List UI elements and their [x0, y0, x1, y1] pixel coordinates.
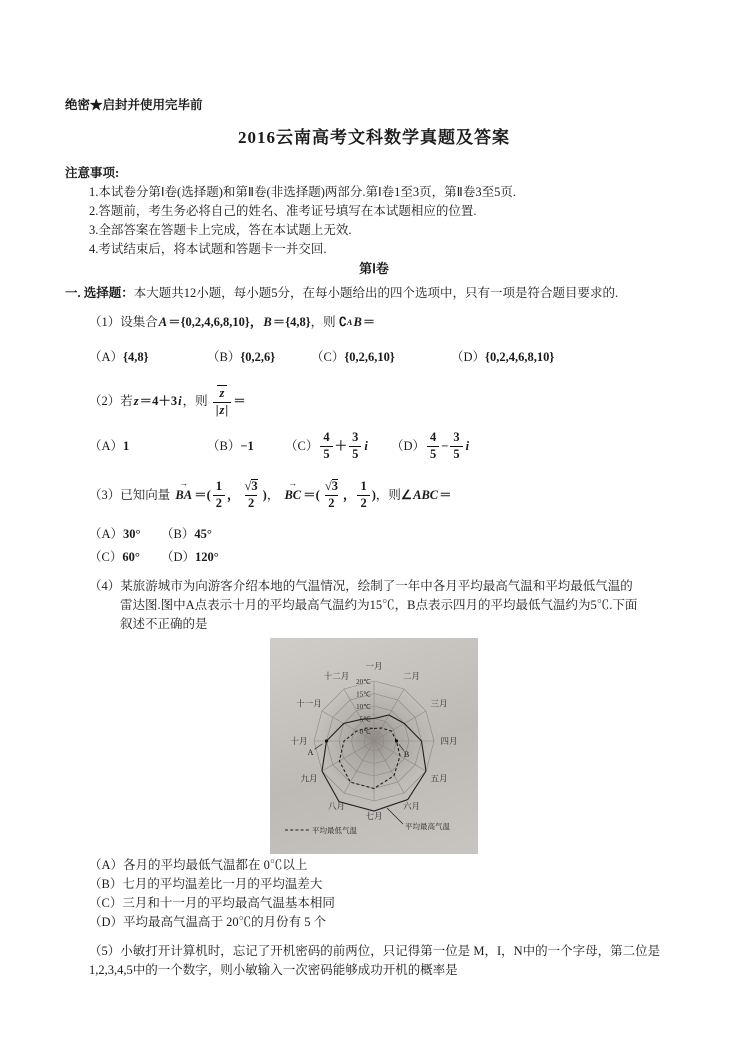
q5-stem-line-1: （5）小敏打开计算机时，忘记了开机密码的前两位，只记得第一位是 M，I，N中的一个字母，第二位是	[89, 944, 661, 958]
radar-series-dashed	[339, 728, 400, 789]
note-item-4: 4.考试结束后，将本试题和答题卡一并交回.	[89, 242, 327, 256]
note-item-2: 2.答题前，考生务必将自己的姓名、准考证号填写在本试题相应的位置.	[89, 204, 477, 218]
q1-option-c	[311, 348, 451, 367]
math-token: B	[353, 315, 362, 329]
math-token: ，	[227, 487, 240, 502]
radar-tick-label: 0℃	[359, 728, 371, 736]
radar-point-A	[325, 739, 328, 742]
math-fraction	[450, 431, 462, 462]
legend-max-label: 平均最高气温	[405, 822, 450, 831]
q4-option-a: （A）各月的平均最低气温都在 0℃以上	[89, 858, 308, 872]
radar-month-label: 十一月	[296, 698, 322, 709]
math-token: ＝	[439, 487, 452, 502]
q4-stem-line-2: 雷达图.图中A点表示十月的平均最高气温约为15℃，B点表示四月的平均最低气温约为5℃.下面	[120, 598, 638, 612]
math-token: A	[158, 315, 168, 329]
q1-option-d	[451, 348, 554, 367]
math-token: 2	[360, 495, 367, 510]
math-token: （C）	[285, 438, 319, 453]
q2-option-a	[89, 437, 207, 456]
question-2-stem	[89, 383, 683, 419]
question-2-options	[89, 429, 683, 463]
radar-spoke	[374, 711, 426, 741]
math-token: )	[262, 487, 267, 502]
math-token: {4,8}	[123, 350, 149, 364]
math-token: 2	[247, 496, 255, 510]
math-token: 1	[215, 478, 222, 493]
radar-figure	[65, 638, 683, 854]
radar-spoke	[322, 741, 374, 771]
radar-month-label: 十二月	[323, 671, 350, 681]
math-sqrt: √3	[324, 479, 338, 494]
math-token: |	[215, 402, 219, 417]
math-token: （B）	[161, 527, 195, 541]
question-1-options	[89, 348, 683, 367]
math-token: （C）	[89, 550, 123, 564]
math-token: （D）	[391, 438, 426, 453]
radar-photo	[270, 638, 478, 854]
radar-chart	[275, 641, 473, 846]
math-fraction	[349, 431, 361, 462]
math-sqrt: √3	[244, 479, 258, 494]
note-item-3: 3.全部答案在答题卡上完成，答在本试题上无效.	[89, 223, 352, 237]
math-token: （D）	[161, 550, 196, 564]
math-token: {0,2,6}	[240, 350, 276, 364]
question-1-stem	[89, 313, 683, 332]
note-item-1: 1.本试卷分第Ⅰ卷(选择题)和第Ⅱ卷(非选择题)两部分.第Ⅰ卷1至3页，第Ⅱ卷3至5页.	[89, 185, 516, 199]
q4-stem-line-1: （4）某旅游城市为向游客介绍本地的气温情况，绘制了一年中各月平均最高气温和平均最低气温的	[89, 579, 633, 593]
notes-label: 注意事项:	[65, 166, 120, 180]
math-token: −1	[240, 438, 254, 453]
question-3-options-row1	[89, 525, 683, 544]
math-token: 60°	[122, 550, 140, 564]
math-token: ，	[342, 487, 356, 502]
q1-option-a	[89, 348, 207, 367]
q2-option-b	[207, 437, 285, 456]
math-fraction	[427, 431, 439, 462]
radar-month-label: 九月	[300, 773, 318, 784]
math-vector: → BC	[284, 477, 302, 502]
math-token: ＝{0,2,4,6,8,10}，	[168, 315, 263, 329]
q3-option-b	[161, 525, 212, 544]
math-token: （A）	[89, 527, 124, 541]
math-token: {0,2,6,10}	[344, 350, 395, 364]
math-token: z	[133, 393, 139, 408]
math-token: （1）设集合	[89, 315, 158, 329]
radar-month-label: 三月	[430, 698, 448, 709]
math-token: ，	[266, 487, 283, 502]
radar-tick-label: 15℃	[356, 690, 371, 699]
q2-option-c	[285, 431, 391, 462]
math-fraction	[242, 479, 261, 511]
part-desc: 本大题共12小题，每小题5分，在每小题给出的四个选项中，只有一项是符合题目要求的.	[133, 286, 619, 300]
radar-annotation-A: A	[307, 748, 314, 757]
math-fraction	[322, 479, 341, 511]
math-token: （C）	[311, 350, 345, 364]
math-token: 1	[123, 438, 130, 453]
math-token: −	[441, 438, 449, 453]
math-token: i	[178, 393, 182, 408]
math-token: 120°	[195, 550, 219, 564]
math-token: 2	[328, 496, 335, 510]
math-vector: → BA	[175, 477, 193, 502]
math-token: （2）若	[89, 393, 133, 408]
math-token: ＝{4,8}	[272, 315, 311, 329]
q4-stem-line-3: 叙述不正确的是	[120, 617, 208, 631]
radar-month-label: 五月	[430, 773, 448, 784]
math-token: z	[219, 402, 225, 417]
question-3-stem	[89, 477, 683, 513]
math-token: （A）	[89, 438, 124, 453]
page-title: 2016云南高考文科数学真题及答案	[238, 128, 510, 147]
math-token: ，则	[182, 393, 211, 408]
math-token: ，则	[310, 315, 339, 329]
math-token: （D）	[451, 350, 486, 364]
math-token: ∠	[400, 487, 413, 502]
math-token: {0,2,4,6,8,10}	[485, 350, 555, 364]
math-token: i	[364, 438, 368, 453]
math-token: |	[225, 402, 229, 417]
math-token: （B）	[207, 438, 241, 453]
math-token: ，则	[375, 487, 401, 502]
radar-tick-label: 5℃	[359, 715, 371, 724]
q4-option-c: （C）三月和十一月的平均最高气温基本相同	[89, 896, 335, 910]
math-fraction	[213, 385, 231, 418]
radar-tick-label: 20℃	[356, 678, 371, 686]
question-3-options-row2	[89, 548, 683, 567]
secrecy-notice: 绝密★启封并使用完毕前	[65, 98, 203, 112]
math-token: ∁	[338, 315, 347, 329]
math-token: ＝(	[303, 487, 320, 502]
q3-option-a	[89, 525, 161, 544]
radar-month-label: 七月	[365, 811, 383, 821]
math-token: 3	[453, 429, 460, 444]
math-fraction	[320, 431, 332, 462]
math-token: 45°	[194, 527, 212, 541]
q3-option-c	[89, 548, 161, 567]
q5-stem-line-2: 1,2,3,4,5中的一个数字，则小敏输入一次密码能够成功开机的概率是	[89, 963, 458, 977]
radar-month-label: 二月	[402, 671, 421, 681]
math-token: 5	[352, 446, 359, 461]
q1-option-b	[207, 348, 311, 367]
math-token: A	[346, 317, 353, 327]
math-token: ＝	[362, 315, 376, 329]
math-token: ＋	[334, 438, 348, 453]
math-token: z	[217, 385, 228, 400]
radar-month-label: 十月	[290, 736, 308, 746]
radar-month-label: 八月	[327, 801, 346, 811]
volume-heading: 第Ⅰ卷	[359, 261, 389, 276]
q4-option-d: （D）平均最高气温高于 20℃的月份有 5 个	[89, 915, 327, 929]
math-token: （3）已知向量	[89, 487, 174, 502]
radar-month-label: 四月	[440, 736, 458, 746]
q3-option-d	[161, 548, 219, 567]
question-5-stem	[89, 942, 683, 980]
math-token: 2	[215, 495, 222, 510]
math-fraction	[213, 480, 225, 511]
question-4-options	[89, 856, 683, 932]
radar-month-label: 一月	[365, 661, 383, 671]
math-token: 5	[323, 446, 330, 461]
math-fraction	[357, 480, 369, 511]
radar-annotation-B: B	[403, 750, 410, 759]
part-label: 一. 选择题：	[65, 286, 134, 300]
math-token: ＝	[233, 393, 246, 408]
math-token: 1	[360, 478, 367, 493]
math-token: ABC	[413, 487, 439, 502]
math-token: （A）	[89, 350, 124, 364]
math-token: ＝4＋3	[139, 393, 178, 408]
legend-min-label: 平均最低气温	[312, 826, 357, 835]
math-token: 30°	[123, 527, 141, 541]
math-token: 4	[323, 429, 330, 444]
radar-point-B	[395, 739, 398, 742]
radar-spoke	[374, 741, 404, 793]
math-token: ＝(	[194, 487, 211, 502]
q2-option-d	[391, 431, 470, 462]
radar-spoke	[344, 741, 374, 793]
math-token: )	[371, 487, 376, 502]
q4-option-b: （B）七月的平均温差比一月的平均温差大	[89, 877, 323, 891]
math-token: 5	[453, 446, 460, 461]
radar-tick-label: 10℃	[356, 703, 371, 711]
math-token: i	[465, 438, 470, 453]
legend-max-leader	[387, 808, 403, 824]
math-token: 5	[430, 446, 437, 461]
math-token: （B）	[207, 350, 241, 364]
math-token: 4	[430, 429, 437, 444]
math-token: 3	[352, 429, 359, 444]
section-instructions	[65, 284, 683, 303]
radar-month-label: 六月	[402, 801, 421, 811]
question-4-stem	[89, 577, 683, 634]
math-token: B	[263, 315, 272, 329]
